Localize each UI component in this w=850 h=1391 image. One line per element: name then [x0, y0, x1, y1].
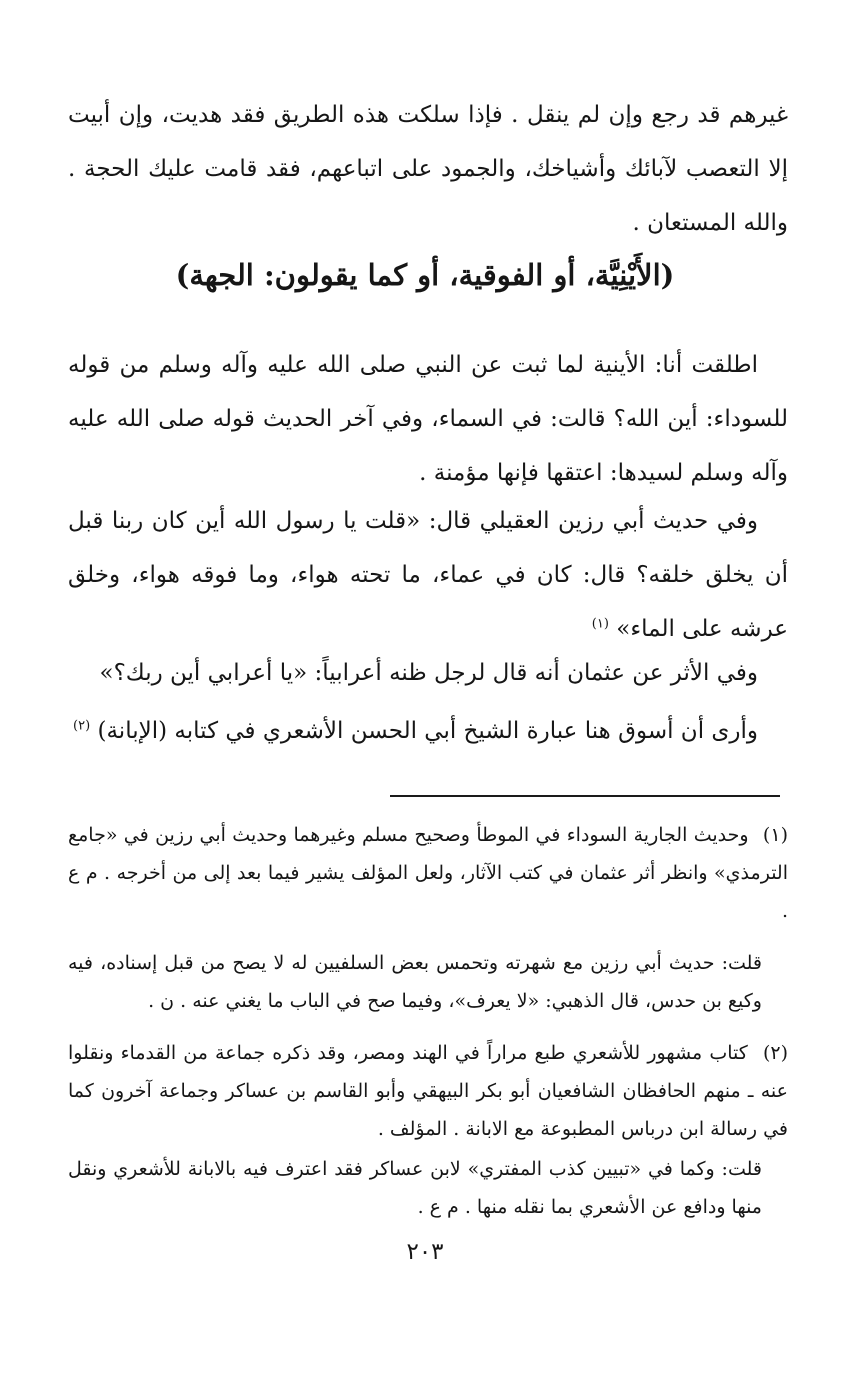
paragraph-abi-razin [68, 494, 788, 656]
footnote-text: قلت: حديث أبي رزين مع شهرته وتحمس بعض السلفيين له لا يصح من قبل إسناده، فيه وكيع بن حدس، قال الذهبي: «لا يعرف»، وفيما صح في الباب ما يغني عنه . ن . [68, 952, 762, 1012]
footnote-divider [390, 795, 780, 797]
paragraph-text: وفي حديث أبي رزين العقيلي قال: «قلت يا رسول الله أين كان ربنا قبل أن يخلق خلقه؟ قال: كان في عماء، ما تحته هواء، وما فوقه هواء، وخلق عرشه على الماء» [68, 508, 788, 642]
footnote-text: وحديث الجارية السوداء في الموطأ وصحيح مسلم وغيرهما وحديث أبي رزين في «جامع الترمذي» وانظر أثر عثمان في كتب الآثار، ولعل المؤلف يشير فيما بعد إلى من أخرجه . م ع . [68, 824, 788, 922]
footnote-number: (٢) [762, 1042, 788, 1064]
footnote-reference-1: (١) [591, 616, 609, 632]
paragraph-aynia [68, 338, 788, 500]
paragraph-continuation [68, 88, 788, 250]
paragraph-uthman [68, 646, 788, 700]
paragraph-ashari [68, 704, 788, 758]
paragraph-text: وأرى أن أسوق هنا عبارة الشيخ أبي الحسن الأشعري في كتابه (الإبانة) [97, 718, 758, 744]
footnote-number: (١) [762, 824, 788, 846]
footnote-1-editor-note [68, 944, 762, 1020]
footnote-reference-2: (٢) [73, 718, 91, 734]
paragraph-text: غيرهم قد رجع وإن لم ينقل . فإذا سلكت هذه الطريق فقد هديت، وإن أبيت إلا التعصب لآبائك وأشياخك، والجمود على اتباعهم، فقد قامت عليك الحجة . والله المستعان . [68, 102, 788, 236]
paragraph-text: وفي الأثر عن عثمان أنه قال لرجل ظنه أعرابياً: «يا أعرابي أين ربك؟» [99, 660, 758, 686]
footnote-1 [68, 816, 788, 930]
footnote-text: كتاب مشهور للأشعري طبع مراراً في الهند ومصر، وقد ذكره جماعة من القدماء ونقلوا عنه ـ منهم الحافظان الشافعيان أبو بكر البيهقي وأبو القاسم بن عساكر وجماعة آخرون كما في رسالة ابن درباس المطبوعة مع الابانة . المؤلف . [68, 1042, 788, 1140]
footnote-text: قلت: وكما في «تبيين كذب المفتري» لابن عساكر فقد اعترف فيه بالابانة للأشعري ونقل منها ودافع عن الأشعري بما نقله منها . م ع . [68, 1158, 762, 1218]
section-heading: (الأَيْنِيَّة، أو الفوقية، أو كما يقولون: الجهة) [175, 258, 675, 292]
paragraph-text: اطلقت أنا: الأينية لما ثبت عن النبي صلى الله عليه وآله وسلم من قوله للسوداء: أين الله؟ قالت: في السماء، وفي آخر الحديث قوله صلى الله عليه وآله وسلم لسيدها: اعتقها فإنها مؤمنة . [68, 352, 788, 486]
footnote-2 [68, 1034, 788, 1148]
footnote-2-editor-note [68, 1150, 762, 1226]
page-number: ٢٠٣ [406, 1239, 444, 1265]
